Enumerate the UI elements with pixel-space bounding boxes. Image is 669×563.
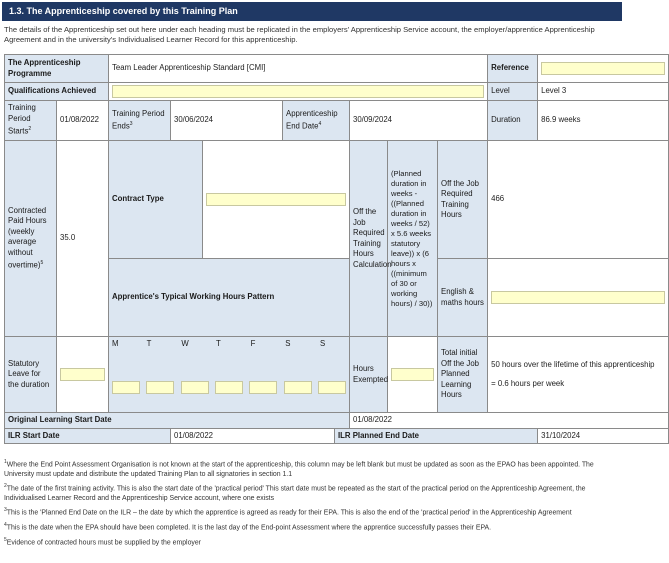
footnote-3: $^3$This is the 'Planned End Date on the ILR – the date by which the apprentice is agreed as ready for their EPA. This is also the end of the 'practical period' in the Apprenticeship Agreement	[4, 507, 572, 517]
working-pattern-label: Apprentice's Typical Working Hours Pattern	[109, 259, 350, 337]
start-value: 01/08/2022	[57, 101, 109, 141]
contract-type-label: Contract Type	[109, 141, 203, 259]
reference-label: Reference	[488, 55, 538, 83]
contract-type-input[interactable]	[206, 193, 346, 206]
footnotes	[4, 458, 620, 550]
duration-label: Duration	[488, 101, 538, 141]
app-end-label: Apprenticeship End Date$^4$	[283, 101, 350, 141]
contracted-value: 35.0	[57, 141, 109, 337]
duration-value: 86.9 weeks	[538, 101, 669, 141]
ilr-end-label: ILR Planned End Date	[335, 428, 538, 444]
apprenticeship-table	[4, 54, 669, 444]
total-ojt-label: Total initial Off the Job Planned Learning Hours	[438, 337, 488, 413]
english-maths-label: English & maths hours	[438, 259, 488, 337]
contracted-label: Contracted Paid Hours (weekly average without overtime)$^5$	[5, 141, 57, 337]
contract-type-field-cell	[203, 141, 350, 259]
day-thu: T	[215, 339, 221, 348]
hours-fri-input[interactable]	[249, 381, 277, 394]
day-tue: T	[146, 339, 152, 348]
hours-exempted-label: Hours Exempted	[350, 337, 388, 413]
total-ojt-value: 50 hours over the lifetime of this apprenticeship = 0.6 hours per week	[488, 337, 669, 413]
statutory-field-cell	[57, 337, 109, 413]
footnote-1: $^1$Where the End Point Assessment Organisation is not known at the start of the apprenticeship, this column may be left blank but must be updated as soon as the EPAO has been appointed. The University must update and distribute the updated Training Plan to all signatories in section 1.1	[4, 459, 594, 478]
day-mon: M	[112, 339, 119, 348]
reference-input[interactable]	[541, 62, 665, 75]
hours-exempted-field-cell	[388, 337, 438, 413]
day-wed: W	[181, 339, 189, 348]
statutory-label: Statutory Leave for the duration	[5, 337, 57, 413]
end-label: Training Period Ends$^3$	[109, 101, 171, 141]
orig-start-value: 01/08/2022	[350, 413, 669, 429]
qualifications-field-cell	[109, 83, 488, 101]
ojt-required-label: Off the Job Required Training Hours	[438, 141, 488, 259]
statutory-input[interactable]	[60, 368, 105, 381]
level-label: Level	[488, 83, 538, 101]
hours-thu-input[interactable]	[215, 381, 243, 394]
ilr-start-value: 01/08/2022	[171, 428, 335, 444]
english-maths-input[interactable]	[491, 291, 665, 304]
ojt-required-value: 466	[488, 141, 669, 259]
programme-label: The Apprenticeship Programme	[5, 55, 109, 83]
start-label: Training Period Starts$^2$	[5, 101, 57, 141]
programme-value: Team Leader Apprenticeship Standard [CMI]	[109, 55, 488, 83]
hours-wed-input[interactable]	[181, 381, 209, 394]
english-maths-field-cell	[488, 259, 669, 337]
day-fri: F	[250, 339, 256, 348]
app-end-value: 30/09/2024	[350, 101, 488, 141]
hours-sat-input[interactable]	[284, 381, 312, 394]
days-grid	[109, 337, 350, 413]
qualifications-input[interactable]	[112, 85, 484, 98]
hours-sun-input[interactable]	[318, 381, 346, 394]
orig-start-label: Original Learning Start Date	[5, 413, 350, 429]
day-sun: S	[319, 339, 326, 348]
section-header: 1.3. The Apprenticeship covered by this Training Plan	[2, 2, 622, 21]
footnote-2: $^2$The date of the first training activity. This is also the start date of the 'practical period' This start date must be repeated as the start of the practical period on the Apprenticeship Agreement, the Individualised Learner Record and the Apprenticeship Service account, where one exists	[4, 483, 586, 502]
day-sat: S	[285, 339, 291, 348]
ilr-start-label: ILR Start Date	[5, 428, 171, 444]
intro-text: The details of the Apprenticeship set out here under each heading must be replicated in the employers' Apprenticeship Service account, the employer/apprentice Apprenticeship Agreement and in the university's Individualised Learner Record for this apprenticeship.	[4, 25, 595, 44]
ilr-end-value: 31/10/2024	[538, 428, 669, 444]
reference-field-cell	[538, 55, 669, 83]
hours-tue-input[interactable]	[146, 381, 174, 394]
qualifications-label: Qualifications Achieved	[5, 83, 109, 101]
footnote-4: $^4$This is the date when the EPA should have been completed. It is the last day of the End-point Assessment where the apprentice successfully passes their EPA.	[4, 521, 492, 532]
footnote-5: $^5$Evidence of contracted hours must be supplied by the employer	[4, 536, 201, 546]
ojt-formula: (Planned duration in weeks - ((Planned duration in weeks / 52) x 5.6 weeks statutory leave)) x (6 hours x ((minimum of 30 or working hours) / 30))	[388, 141, 438, 337]
hours-exempted-input[interactable]	[391, 368, 434, 381]
hours-mon-input[interactable]	[112, 381, 140, 394]
ojt-hours-label: Off the Job Required Training Hours Calculation	[350, 141, 388, 337]
end-value: 30/06/2024	[171, 101, 283, 141]
level-value: Level 3	[538, 83, 669, 101]
